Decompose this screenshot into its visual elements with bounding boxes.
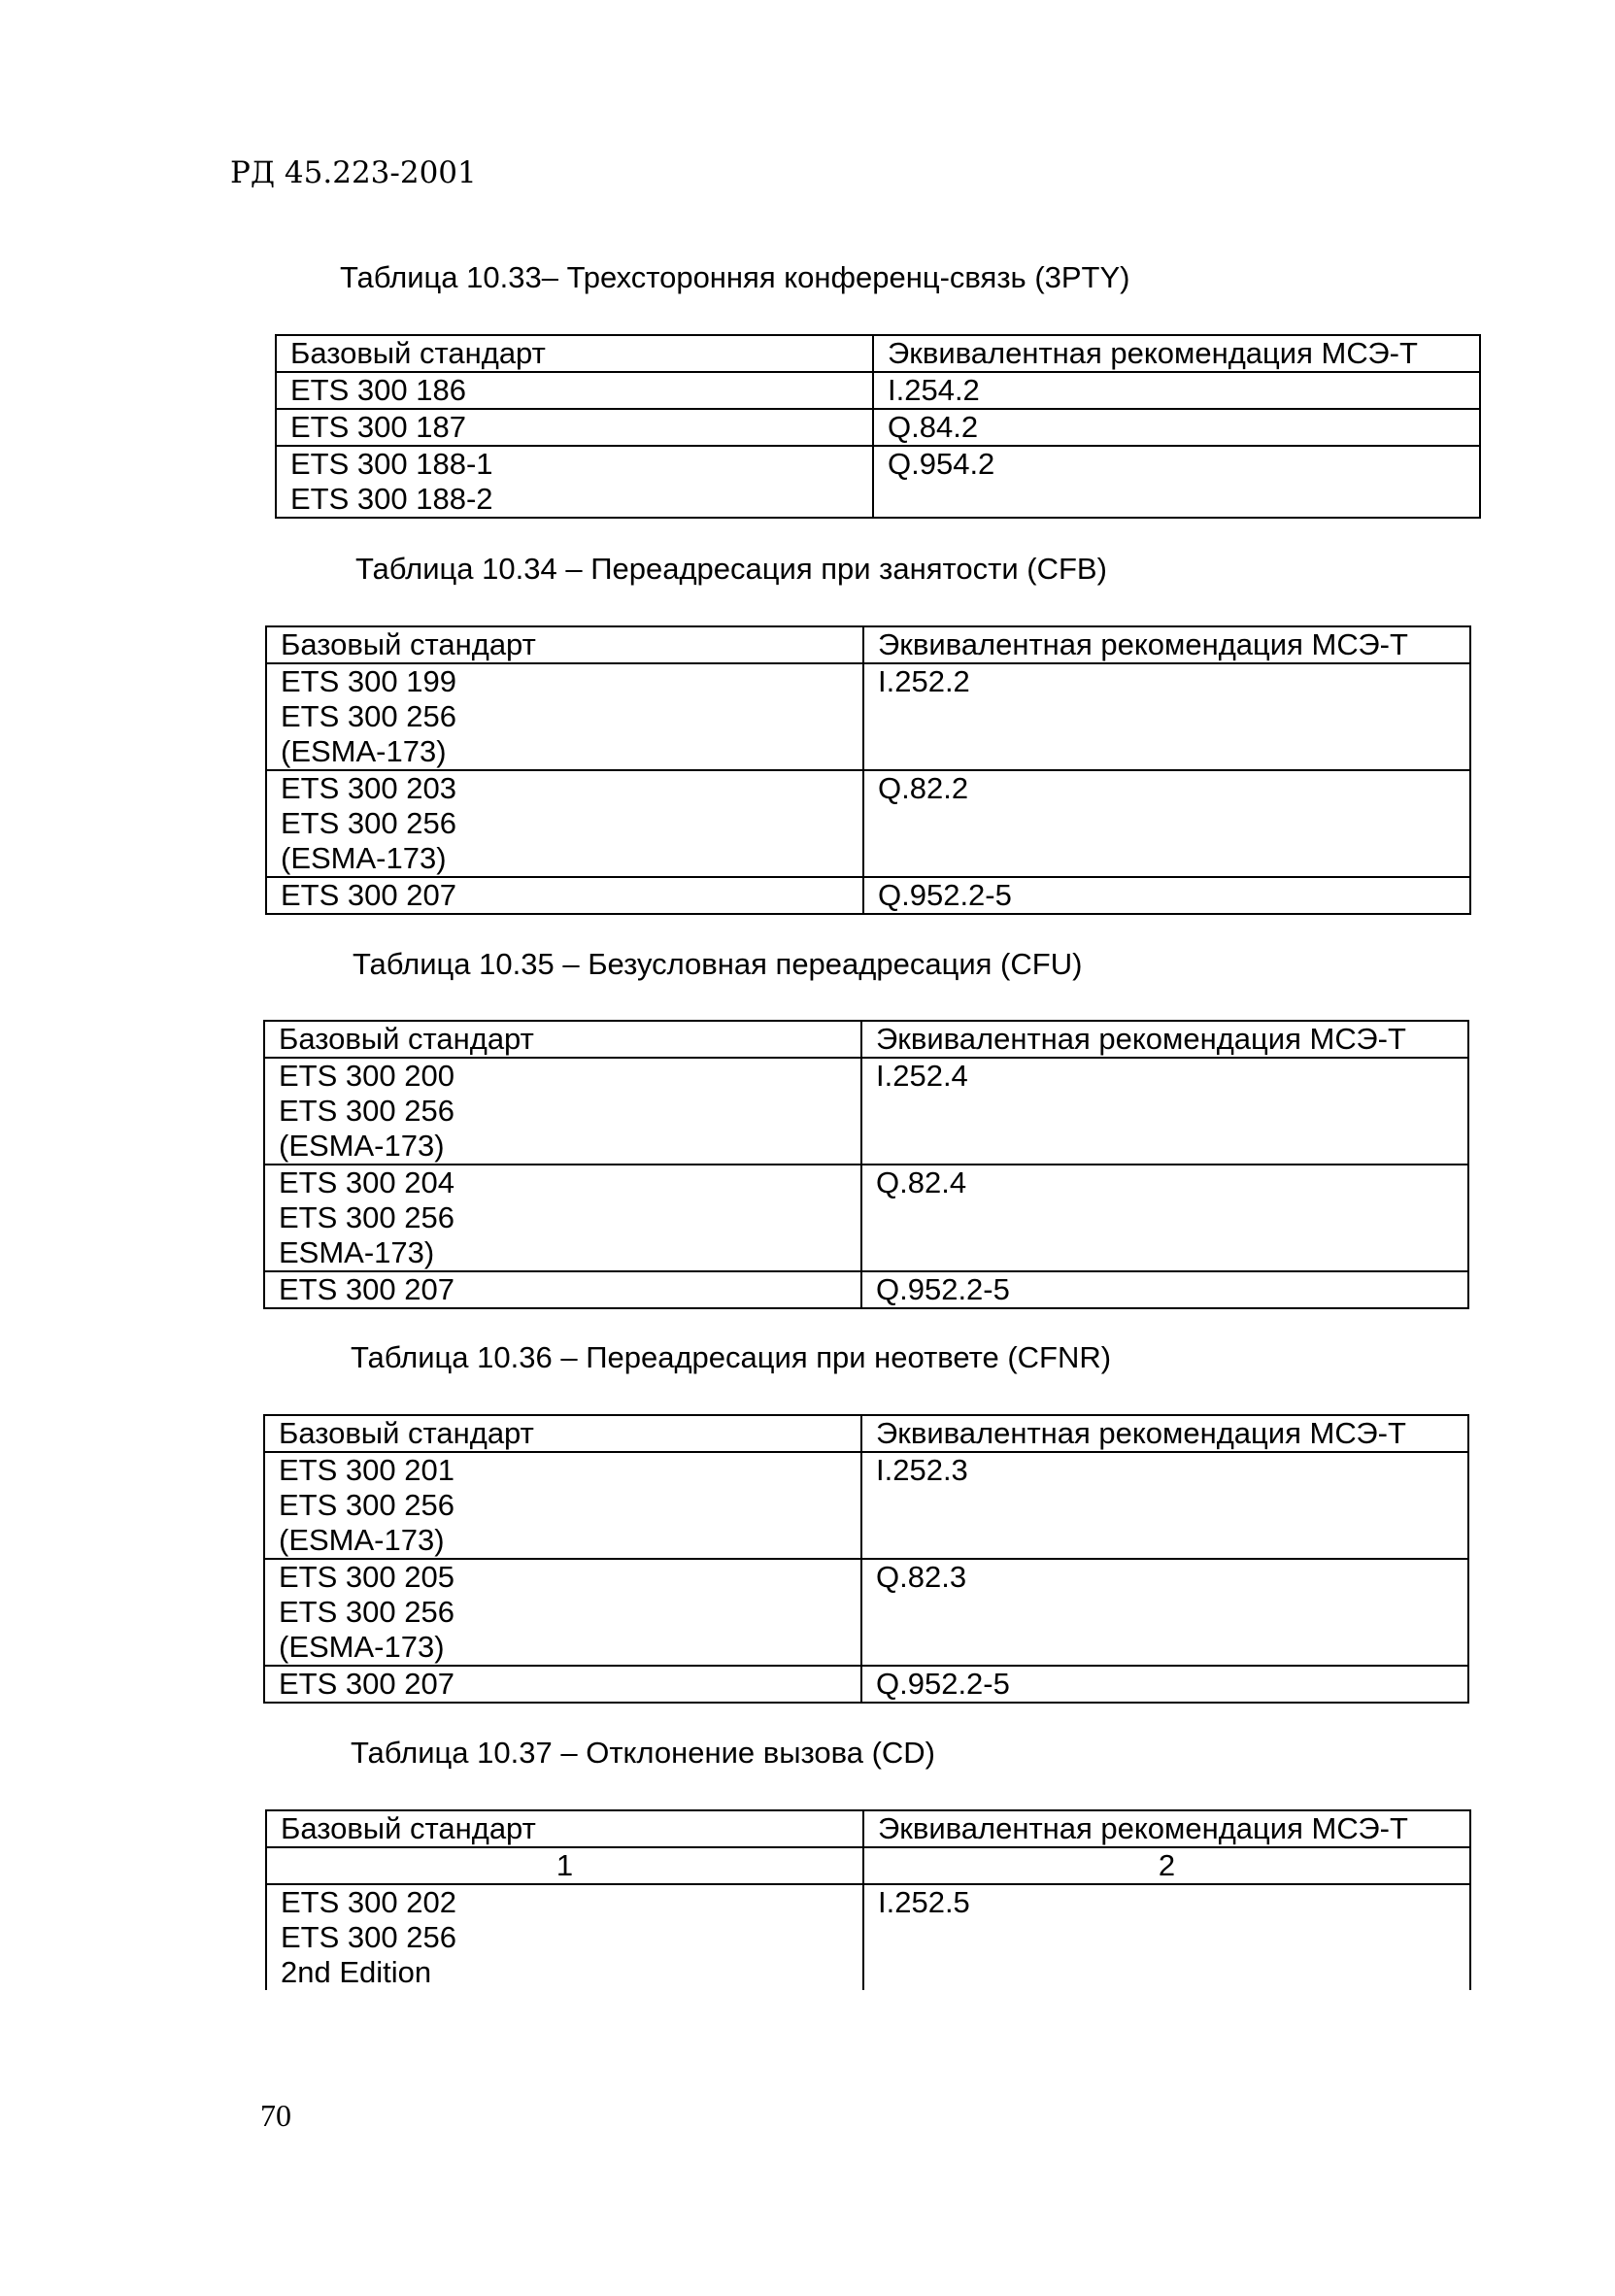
table-row: [264, 1559, 1468, 1666]
base-line: ETS 300 256: [281, 699, 456, 733]
cell-equiv: Q.82.2: [863, 770, 1470, 877]
cell-equiv: Q.952.2-5: [861, 1666, 1468, 1703]
base-line: ETS 300 202: [281, 1885, 456, 1919]
table-row: [264, 1165, 1468, 1271]
table-caption: Таблица 10.37 – Отклонение вызова (CD): [351, 1736, 936, 1770]
table-caption: Таблица 10.34 – Переадресация при занятости (CFB): [355, 552, 1107, 586]
base-line: ETS 300 207: [281, 878, 456, 912]
header-base: Базовый стандарт: [264, 1021, 861, 1058]
cell-equiv: Q.952.2-5: [861, 1271, 1468, 1308]
base-line: ETS 300 188-2: [290, 482, 493, 516]
base-line: ETS 300 200: [279, 1059, 454, 1093]
header-base: Базовый стандарт: [264, 1415, 861, 1452]
cell-base: [276, 446, 873, 518]
cell-equiv: I.252.5: [863, 1884, 1470, 1990]
table-header-row: [266, 1810, 1470, 1847]
column-number: 1: [266, 1847, 863, 1884]
cell-base: [266, 663, 863, 770]
cell-equiv: Q.952.2-5: [863, 877, 1470, 914]
column-number: 2: [863, 1847, 1470, 1884]
table-row: [266, 877, 1470, 914]
column-number-row: [266, 1847, 1470, 1884]
table-header-row: [264, 1021, 1468, 1058]
cell-base: [266, 1884, 863, 1990]
base-line: 2nd Edition: [281, 1955, 432, 1989]
table-caption: Таблица 10.35 – Безусловная переадресация (CFU): [353, 947, 1083, 981]
cell-equiv: Q.954.2: [873, 446, 1480, 518]
cell-equiv: Q.82.3: [861, 1559, 1468, 1666]
base-line: (ESMA-173): [279, 1630, 445, 1664]
header-base: Базовый стандарт: [276, 335, 873, 372]
base-line: ETS 300 204: [279, 1165, 454, 1199]
base-line: (ESMA-173): [279, 1129, 445, 1163]
base-line: ETS 300 256: [279, 1595, 454, 1629]
table-header-row: [266, 626, 1470, 663]
table-row: [266, 1884, 1470, 1990]
header-equiv: Эквивалентная рекомендация МСЭ-Т: [861, 1021, 1468, 1058]
base-line: ETS 300 256: [279, 1200, 454, 1234]
cell-equiv: Q.84.2: [873, 409, 1480, 446]
table-row: [264, 1666, 1468, 1703]
cell-base: [276, 372, 873, 409]
table-row: [264, 1271, 1468, 1308]
base-line: ESMA-173): [279, 1235, 435, 1269]
base-line: ETS 300 186: [290, 373, 466, 407]
table-header-row: [276, 335, 1480, 372]
base-line: (ESMA-173): [279, 1523, 445, 1557]
base-line: ETS 300 207: [279, 1272, 454, 1306]
table-row: [264, 1452, 1468, 1559]
cell-equiv: Q.82.4: [861, 1165, 1468, 1271]
table-10-33: [275, 334, 1481, 519]
table-caption: Таблица 10.36 – Переадресация при неответе (CFNR): [351, 1340, 1112, 1374]
base-line: ETS 300 203: [281, 771, 456, 805]
table-row: [266, 663, 1470, 770]
header-equiv: Эквивалентная рекомендация МСЭ-Т: [861, 1415, 1468, 1452]
cell-equiv: I.252.3: [861, 1452, 1468, 1559]
base-line: ETS 300 256: [279, 1488, 454, 1522]
table-row: [276, 372, 1480, 409]
base-line: ETS 300 188-1: [290, 447, 493, 481]
table-row: [276, 409, 1480, 446]
cell-base: [276, 409, 873, 446]
table-row: [264, 1058, 1468, 1165]
header-equiv: Эквивалентная рекомендация МСЭ-Т: [873, 335, 1480, 372]
base-line: ETS 300 199: [281, 664, 456, 698]
document-code: РД 45.223-2001: [230, 155, 477, 190]
base-line: ETS 300 207: [279, 1667, 454, 1701]
table-10-37: [265, 1809, 1471, 1990]
base-line: ETS 300 256: [279, 1094, 454, 1128]
header-equiv: Эквивалентная рекомендация МСЭ-Т: [863, 1810, 1470, 1847]
table-10-35: [263, 1020, 1469, 1309]
cell-base: [264, 1058, 861, 1165]
base-line: ETS 300 256: [281, 806, 456, 840]
cell-base: [264, 1452, 861, 1559]
table-header-row: [264, 1415, 1468, 1452]
cell-base: [266, 877, 863, 914]
table-10-36: [263, 1414, 1469, 1704]
page-number: 70: [260, 2098, 291, 2133]
cell-equiv: I.252.4: [861, 1058, 1468, 1165]
table-row: [276, 446, 1480, 518]
table-row: [266, 770, 1470, 877]
base-line: ETS 300 201: [279, 1453, 454, 1487]
cell-base: [264, 1666, 861, 1703]
cell-base: [266, 770, 863, 877]
header-base: Базовый стандарт: [266, 1810, 863, 1847]
cell-base: [264, 1559, 861, 1666]
cell-equiv: I.254.2: [873, 372, 1480, 409]
cell-base: [264, 1165, 861, 1271]
cell-equiv: I.252.2: [863, 663, 1470, 770]
cell-base: [264, 1271, 861, 1308]
base-line: (ESMA-173): [281, 734, 447, 768]
header-base: Базовый стандарт: [266, 626, 863, 663]
header-equiv: Эквивалентная рекомендация МСЭ-Т: [863, 626, 1470, 663]
table-caption: Таблица 10.33– Трехсторонняя конференц-связь (3PTY): [340, 260, 1130, 294]
base-line: ETS 300 187: [290, 410, 466, 444]
base-line: (ESMA-173): [281, 841, 447, 875]
base-line: ETS 300 205: [279, 1560, 454, 1594]
base-line: ETS 300 256: [281, 1920, 456, 1954]
table-10-34: [265, 625, 1471, 915]
